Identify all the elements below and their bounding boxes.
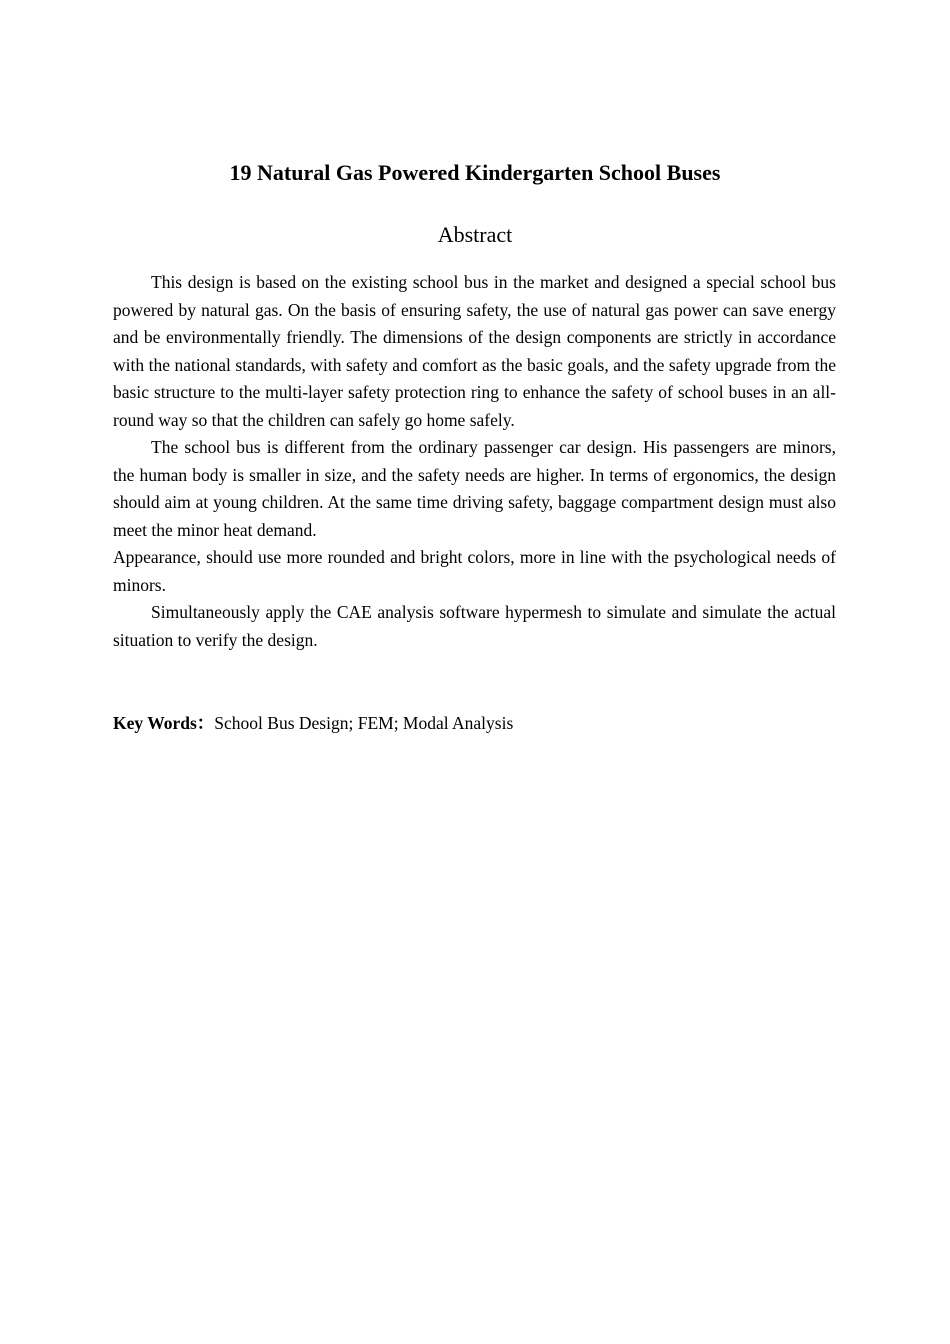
abstract-paragraph-1: This design is based on the existing school bus in the market and designed a special school bus powered by natural gas. On the basis of ensuring safety, the use of natural gas power can save energy and be environmentally friendly. The dimensions of the design components are strictly in accordance with the national standards, with safety and comfort as the basic goals, and the safety upgrade from the basic structure to the multi-layer safety protection ring to enhance the safety of school buses in an all-round way so that the children can safely go home safely. — [113, 272, 836, 430]
abstract-body — [113, 269, 836, 654]
keywords-label: Key Words： — [113, 713, 215, 733]
document-title: 19 Natural Gas Powered Kindergarten School Buses — [229, 160, 721, 185]
abstract-paragraph-4: Simultaneously apply the CAE analysis software hypermesh to simulate and simulate the actual situation to verify the design. — [113, 602, 836, 650]
abstract-paragraph-2: The school bus is different from the ordinary passenger car design. His passengers are minors, the human body is smaller in size, and the safety needs are higher. In terms of ergonomics, the design should aim at young children. At the same time driving safety, baggage compartment design must also meet the minor heat demand. — [113, 437, 836, 540]
abstract-paragraph-3: Appearance, should use more rounded and bright colors, more in line with the psychological needs of minors. — [113, 547, 836, 595]
keywords-value: School Bus Design; FEM; Modal Analysis — [214, 713, 514, 733]
keywords-line — [113, 710, 836, 738]
abstract-heading: Abstract — [437, 222, 513, 247]
